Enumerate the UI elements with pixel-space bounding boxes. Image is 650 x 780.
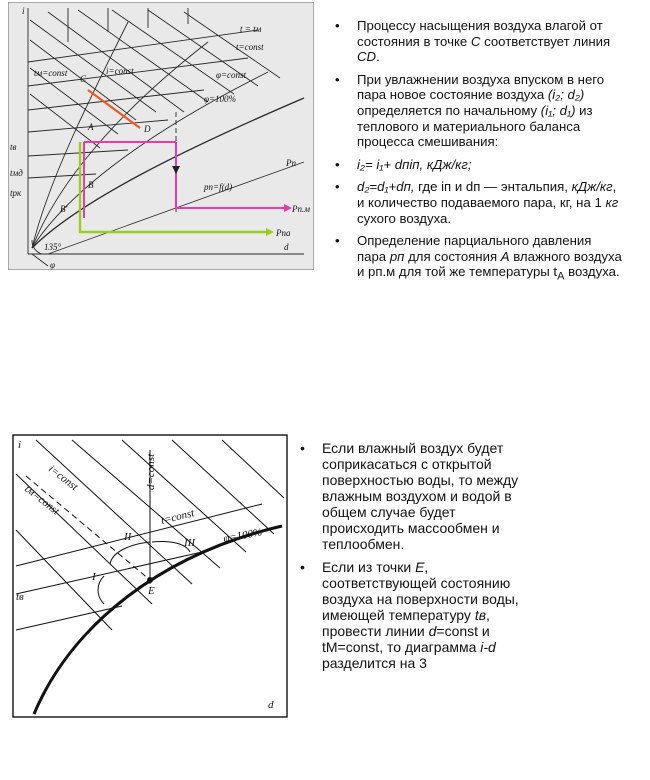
label-t-md: tмд xyxy=(10,168,23,178)
label-point-d: D xyxy=(144,124,151,134)
label-d-const-bottom: d=const xyxy=(145,453,157,490)
label-phi-axis: φ xyxy=(50,260,55,270)
label-region-1: I xyxy=(92,571,96,583)
label-i-axis: i xyxy=(22,6,25,16)
label-t-const: t=const xyxy=(236,42,264,52)
label-t-v-bottom: tв xyxy=(16,591,24,603)
label-phi-const: φ=const xyxy=(216,70,247,80)
label-i-axis-bottom: i xyxy=(18,439,22,451)
label-pn-fd: pп=f(d) xyxy=(204,182,233,192)
label-point-e: E xyxy=(148,585,155,597)
label-tm-const-bottom: tм=const xyxy=(22,482,62,518)
label-i-const-bottom: i=const xyxy=(46,462,81,494)
label-d-axis-bottom: d xyxy=(268,699,274,711)
bottom-bullet-list xyxy=(298,440,538,678)
label-t-rk: tрк xyxy=(10,188,22,198)
bullet-formula-i2: • i₂= i₁+ dпiп, кДж/кг; xyxy=(333,157,623,173)
label-phi-100-bottom: φ=100% xyxy=(222,526,264,545)
label-p-na: Pпа xyxy=(276,228,291,238)
label-tm-const: tм=const xyxy=(34,68,68,78)
label-d-axis: d xyxy=(284,242,289,252)
label-t-v: tв xyxy=(10,142,17,152)
label-point-c: C xyxy=(80,74,87,84)
bullet-steam-humidification: • При увлажнении воздуха впуском в него пара новое состояние воздуха (i₂; d₂) определяется по начальному (i₁; d₁) из теплового и материального баланса процесса смешивания: xyxy=(333,72,623,150)
label-point-b1: B' xyxy=(60,204,68,214)
label-phi-100: φ=100% xyxy=(204,94,237,104)
label-i-const: i=const xyxy=(106,66,134,76)
label-point-a: A xyxy=(88,122,94,132)
label-t-tm: t = tм xyxy=(240,24,262,34)
label-angle: 135° xyxy=(44,242,62,252)
bullet-point-e: • Если из точки E, соответствующей состоянию воздуха на поверхности воды, имеющей температуру tв, провести линии d=const и tМ=const, то диаграмма i-d разделится на 3 xyxy=(298,559,538,671)
psychrometric-chart-bottom xyxy=(12,434,288,718)
bullet-formula-d2: • d₂=d₁+dп, где iп и dп — энтальпия, кДж/кг, и количество подаваемого пара, кг, на 1 кг сухого воздуха. xyxy=(333,179,623,226)
psychrometric-chart-top xyxy=(8,2,314,270)
bullet-mass-heat-exchange: • Если влажный воздух будет соприкасаться с открытой поверхностью воды, то между влажным воздухом и водой в общем случае будет происходить массообмен и теплообмен. xyxy=(298,440,538,552)
top-bullet-list xyxy=(333,18,623,293)
label-t-const-bottom: t=const xyxy=(159,507,196,527)
label-p-n: Pп xyxy=(286,158,296,168)
label-point-b: B xyxy=(88,180,94,190)
label-region-3: III xyxy=(184,537,195,549)
label-p-nm: Pп.м xyxy=(292,204,310,214)
label-region-2: II xyxy=(124,531,132,543)
bullet-partial-pressure: • Определение парциального давления пара pп для состояния A влажного воздуха и pп.м для той же температуры $t_A$ воздуха. xyxy=(333,233,623,285)
bullet-saturation: • Процессу насыщения воздуха влагой от состояния в точке C соответствует линия CD. xyxy=(333,18,623,65)
